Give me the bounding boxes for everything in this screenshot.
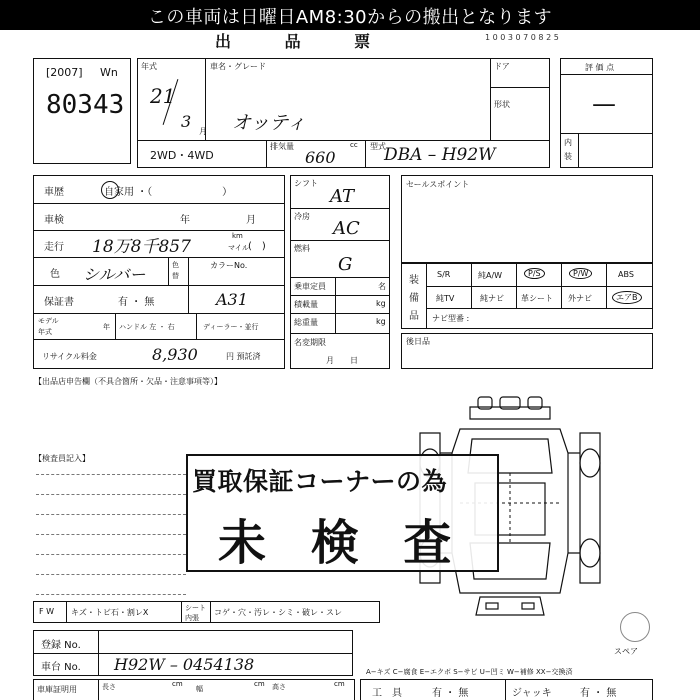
- spare-tire-circle: [620, 612, 650, 642]
- model-year-label-1: モデル: [38, 317, 59, 325]
- fw-items: キズ・トビ石・割レX: [71, 608, 149, 617]
- fw-label: F W: [39, 607, 55, 616]
- car-name-value: オッティ: [232, 112, 306, 134]
- history-value: 自家用 ・（ ）: [104, 187, 233, 198]
- lot-tag-suffix: Wn: [100, 66, 118, 79]
- later-items-box: [401, 333, 653, 369]
- ac-label: 冷房: [294, 212, 310, 221]
- equip-leather: 革シート: [521, 294, 553, 303]
- model-year-label-2: 年式: [38, 328, 52, 336]
- inspector-label: 【検査員記入】: [34, 454, 90, 463]
- registration-label: 登録 No.: [41, 640, 81, 651]
- tools-value: 有 ・ 無: [432, 688, 469, 699]
- lot-number: 80343: [46, 90, 125, 120]
- color-value: シルバー: [83, 265, 146, 284]
- displacement-label: 排気量: [270, 142, 294, 151]
- seat-items: コゲ・穴・汚レ・シミ・破レ・スレ: [214, 608, 342, 617]
- shape-label: 形状: [494, 100, 510, 109]
- dealer-option: ディーラー・並行: [203, 323, 259, 331]
- height-cm: cm: [334, 680, 345, 688]
- chassis-value: H92W – 0454138: [114, 655, 255, 674]
- interior-label-2: 装: [564, 152, 572, 161]
- width-cm: cm: [254, 680, 265, 688]
- displacement-unit: cc: [350, 141, 358, 149]
- equipment-label-3: 品: [409, 311, 419, 322]
- model-value: DBA – H92W: [384, 145, 496, 165]
- length-cm: cm: [172, 680, 183, 688]
- inspection-label: 車検: [44, 215, 64, 226]
- document-title: 出 品 票: [215, 32, 395, 51]
- stamp-line-1: 買取保証コーナーの為: [192, 467, 448, 496]
- equip-sr: S/R: [437, 270, 451, 279]
- jack-value: 有 ・ 無: [580, 688, 617, 699]
- shift-value: AT: [330, 186, 355, 207]
- drive-type: 2WD・4WD: [150, 149, 214, 162]
- bottom-row-box: [33, 679, 355, 700]
- warranty-value: 有 ・ 無: [118, 297, 155, 308]
- color-change-label-2: 替: [172, 272, 179, 280]
- shop-report-label: 【出品店申告欄（不具合箇所・欠品・注意事項等）】: [34, 377, 222, 386]
- mileage-paren: ( ): [248, 241, 266, 252]
- tools-label: 工 具: [372, 688, 402, 699]
- equip-navi: 純ナビ: [480, 294, 504, 303]
- fuel-label: 燃料: [294, 244, 310, 253]
- name-label: 車名・グレード: [210, 62, 266, 71]
- gross-label: 総重量: [294, 318, 318, 327]
- interior-label-1: 内: [564, 138, 572, 147]
- namechange-unit: 月 日: [326, 356, 358, 365]
- width-label: 幅: [196, 685, 203, 693]
- inspection-year-unit: 年: [180, 215, 190, 226]
- equip-pw: P/W: [569, 268, 592, 279]
- seat-label-1: シート: [185, 604, 206, 612]
- spare-label: スペア: [614, 647, 638, 656]
- colorno-value: A31: [216, 290, 248, 309]
- door-label: ドア: [494, 62, 510, 71]
- inspection-month-unit: 月: [246, 215, 256, 226]
- model-year-unit: 年: [103, 323, 110, 331]
- equipment-label-2: 備: [409, 293, 419, 304]
- top-right-code: 1 0 0 3 0 7 0 8 2 5: [485, 33, 559, 42]
- month-unit: 月: [199, 127, 207, 136]
- capacity-label: 乗車定員: [294, 282, 326, 291]
- equipment-label-1: 装: [409, 275, 419, 286]
- damage-legend: A−キズ C−腐食 E−エクボ S−サビ U−凹ミ W−補修 XX−交換済: [366, 668, 573, 676]
- load-unit: kg: [376, 299, 386, 308]
- banner-text: この車両は日曜日AM8:30からの搬出となります: [147, 7, 553, 28]
- model-label: 型式: [370, 142, 386, 151]
- history-label: 車歴: [44, 187, 64, 198]
- load-label: 積載量: [294, 300, 318, 309]
- recycle-unit: 円 預託済: [226, 352, 261, 361]
- chassis-label: 車台 No.: [41, 662, 81, 673]
- jack-label: ジャッキ: [512, 688, 552, 699]
- sales-point-label: セールスポイント: [406, 180, 470, 189]
- capacity-unit: 名: [378, 282, 386, 291]
- recycle-value: 8,930: [152, 345, 198, 364]
- later-items-label: 後日品: [406, 337, 430, 346]
- length-label: 長さ: [102, 683, 116, 691]
- warranty-label: 保証書: [44, 297, 74, 308]
- equip-ext-navi: 外ナビ: [568, 294, 592, 303]
- navi-model-label: ナビ型番 :: [432, 314, 470, 323]
- year-value: 21: [150, 84, 176, 108]
- color-change-label-1: 色: [172, 261, 179, 269]
- grade-value: —: [592, 90, 616, 118]
- namechange-label: 名変期限: [294, 338, 326, 347]
- gross-unit: kg: [376, 317, 386, 326]
- stamp-line-2: 未 検 査: [218, 515, 466, 571]
- ac-value: AC: [333, 218, 360, 239]
- mileage-label: 走行: [44, 242, 64, 253]
- month-value: 3: [181, 112, 192, 131]
- displacement-value: 660: [305, 148, 336, 167]
- height-label: 高さ: [272, 683, 286, 691]
- garage-cert-label: 車庫証明用: [37, 685, 77, 694]
- equip-abs: ABS: [618, 270, 634, 279]
- car-right-side: [580, 433, 600, 583]
- grade-label: 評 価 点: [585, 63, 615, 72]
- shift-label: シフト: [294, 179, 318, 188]
- colorno-label: カラーNo.: [210, 261, 248, 270]
- equip-tv: 純TV: [436, 294, 455, 303]
- fuel-value: G: [338, 254, 353, 275]
- year-label: 年式: [141, 62, 157, 71]
- mileage-value: 18万8千857: [92, 237, 191, 257]
- equip-aw: 純A/W: [478, 271, 503, 280]
- lot-year-tag: [2007]: [46, 66, 83, 79]
- mileage-unit-mile: マイル: [228, 244, 249, 252]
- recycle-label: リサイクル料金: [42, 352, 97, 361]
- seat-label-2: 内張: [185, 614, 199, 622]
- color-label: 色: [50, 269, 60, 280]
- equip-ps: P/S: [524, 268, 545, 279]
- equip-airbag: エアB: [612, 291, 642, 304]
- mileage-unit-km: km: [232, 232, 243, 240]
- handle-option: ハンドル 左 ・ 右: [119, 323, 175, 331]
